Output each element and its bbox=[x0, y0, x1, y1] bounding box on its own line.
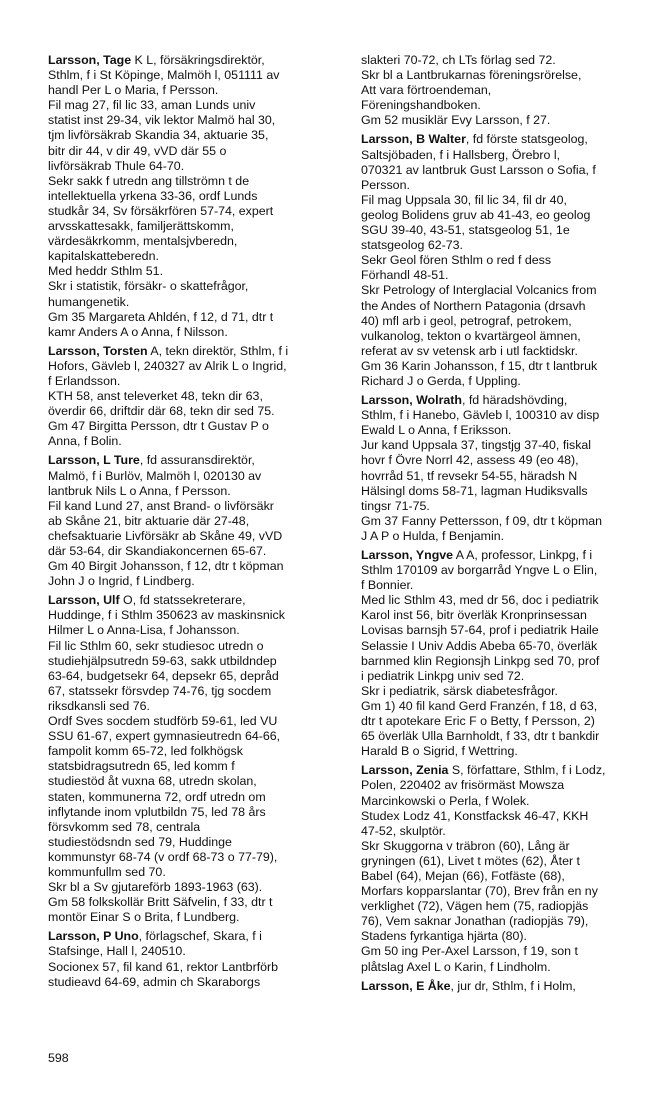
entry-text: intellektuella yrkena 33-36, ordf Lunds bbox=[48, 188, 258, 203]
entry-text: kommunfullm sed 70. bbox=[48, 864, 166, 879]
entry-text: Att vara förtroendeman, bbox=[361, 83, 492, 98]
entry-line bbox=[48, 113, 348, 128]
entry-text: kamr Anders A o Anna, f Nilsson. bbox=[48, 324, 228, 339]
entry-text: Gm 52 musiklär Evy Larsson, f 27. bbox=[361, 113, 551, 128]
entry-line bbox=[361, 68, 663, 83]
entry-text: , fd assuransdirektör, bbox=[139, 453, 255, 468]
entry-name: Larsson, E Åke bbox=[361, 978, 451, 993]
entry-text: statsbidragsutredn 65, led komm f bbox=[48, 759, 235, 774]
entry-line bbox=[48, 484, 348, 499]
entry-line bbox=[361, 193, 663, 208]
entry-line bbox=[48, 295, 348, 310]
entry-text: Fil mag Uppsala 30, fil lic 34, fil dr 40, bbox=[361, 192, 567, 207]
entry-text: statsgeolog 62-73. bbox=[361, 238, 463, 253]
entry-line bbox=[361, 438, 663, 453]
entry-text: Marcinkowski o Perla, f Wolek. bbox=[361, 793, 530, 808]
biography-entry bbox=[361, 548, 663, 759]
entry-text: f Bonnier. bbox=[361, 578, 414, 593]
entry-line bbox=[48, 159, 348, 174]
entry-text: inflytande inom vplutbildn 75, led 78 års bbox=[48, 804, 266, 819]
entry-text: John J o Ingrid, f Lindberg. bbox=[48, 574, 195, 589]
entry-name: Larsson, Tage bbox=[48, 53, 132, 67]
entry-text: kommunstyr 68-74 (v ordf 68-73 o 77-79), bbox=[48, 849, 278, 864]
entry-text: Skr bl a Sv gjutareförb 1893-1963 (63). bbox=[48, 880, 263, 895]
entry-text: 47-52, skulptör. bbox=[361, 823, 446, 838]
entry-text: slakteri 70-72, ch LTs förlag sed 72. bbox=[361, 53, 556, 67]
entry-line bbox=[361, 608, 663, 623]
biography-entry bbox=[361, 763, 663, 974]
entry-line bbox=[361, 929, 663, 944]
entry-line bbox=[361, 763, 663, 778]
entry-line bbox=[361, 809, 663, 824]
entry-text: , förlagschef, Skara, f i bbox=[138, 929, 262, 944]
entry-text: Stadens fyrkantiga hjärta (80). bbox=[361, 929, 527, 944]
entry-text: 67, statssekr försvdep 74-76, tjg socdem bbox=[48, 683, 272, 698]
entry-text: Selassie I Univ Addis Abeba 65-70, överläk bbox=[361, 638, 598, 653]
entry-text: handl Per L o Maria, f Persson. bbox=[48, 83, 219, 98]
entry-text: Harald B o Sigrid, f Wettring. bbox=[361, 744, 518, 759]
entry-text: lantbruk Nils L o Anna, f Persson. bbox=[48, 483, 231, 498]
entry-line bbox=[361, 548, 663, 563]
entry-text: Sekr Geol fören Sthlm o red f dess bbox=[361, 253, 552, 268]
entry-text: O, fd statssekreterare, bbox=[119, 593, 246, 608]
entry-line bbox=[48, 453, 348, 468]
entry-text: bitr dir 44, v dir 49, vVD där 55 o bbox=[48, 143, 227, 158]
entry-line bbox=[48, 714, 348, 729]
entry-text: Med heddr Sthlm 51. bbox=[48, 264, 164, 279]
entry-text: 63-64, budgetsekr 64, depsekr 65, depråd bbox=[48, 668, 279, 683]
entry-line bbox=[48, 865, 348, 880]
entry-line bbox=[48, 639, 348, 654]
entry-line bbox=[361, 944, 663, 959]
entry-line bbox=[48, 850, 348, 865]
entry-line bbox=[48, 944, 348, 959]
entry-line bbox=[48, 264, 348, 279]
entry-line bbox=[48, 174, 348, 189]
entry-line bbox=[48, 929, 348, 944]
entry-line bbox=[48, 128, 348, 143]
entry-line bbox=[48, 805, 348, 820]
entry-text: 65 överläk Ulla Barnholdt, f 33, dtr t bankdir bbox=[361, 729, 600, 744]
entry-line bbox=[361, 563, 663, 578]
entry-text: J A P o Hulda, f Benjamin. bbox=[361, 528, 505, 543]
entry-text: studiestöd åt vuxna 68, utredn skolan, bbox=[48, 774, 257, 789]
entry-text: plåtslag Axel L o Karin, f Lindholm. bbox=[361, 959, 551, 974]
entry-line bbox=[361, 163, 663, 178]
entry-line bbox=[48, 404, 348, 419]
entry-line bbox=[361, 453, 663, 468]
entry-line bbox=[361, 223, 663, 238]
entry-line bbox=[361, 113, 663, 128]
entry-line bbox=[361, 393, 663, 408]
entry-line bbox=[361, 794, 663, 809]
entry-line bbox=[48, 820, 348, 835]
right-column bbox=[361, 53, 663, 998]
entry-text: Polen, 220402 av frisörmäst Mowsza bbox=[361, 778, 565, 793]
entry-line bbox=[48, 759, 348, 774]
entry-text: gryningen (61), Livet t mötes (62), Åter t bbox=[361, 853, 580, 868]
entry-line bbox=[48, 654, 348, 669]
entry-line bbox=[48, 529, 348, 544]
entry-line bbox=[361, 83, 663, 98]
entry-line bbox=[361, 423, 663, 438]
entry-text: tingsr 71-75. bbox=[361, 498, 430, 513]
entry-text: SSU 61-67, expert gymnasieutredn 64-66, bbox=[48, 729, 281, 744]
entry-text: Huddinge, f i Sthlm 350623 av maskinsnick bbox=[48, 608, 285, 623]
entry-line bbox=[361, 283, 663, 298]
entry-text: referat av sv vetensk arb i utl facktidskr. bbox=[361, 343, 578, 358]
entry-line bbox=[361, 869, 663, 884]
entry-line bbox=[48, 249, 348, 264]
entry-name: Larsson, Yngve bbox=[361, 548, 454, 562]
entry-text: Karol inst 56, bitr överläk Kronprinsessan bbox=[361, 608, 587, 623]
entry-text: studiehjälpsutredn 59-63, sakk utbildndep bbox=[48, 653, 277, 668]
entry-line bbox=[48, 419, 348, 434]
entry-text: Gm 35 Margareta Ahldén, f 12, d 71, dtr t bbox=[48, 309, 274, 324]
entry-line bbox=[48, 669, 348, 684]
entry-line bbox=[361, 714, 663, 729]
entry-line bbox=[361, 132, 663, 147]
entry-text: fampolit komm 65-72, led folkhögsk bbox=[48, 744, 243, 759]
entry-line bbox=[48, 574, 348, 589]
entry-line bbox=[361, 484, 663, 499]
entry-line bbox=[361, 884, 663, 899]
entry-text: studieavd 64-69, admin ch Skaraborgs bbox=[48, 974, 261, 989]
entry-line bbox=[361, 148, 663, 163]
entry-text: Hälsingl doms 58-71, lagman Hudiksvalls bbox=[361, 483, 588, 498]
biography-entry bbox=[48, 593, 348, 925]
entry-text: Gm 37 Fanny Pettersson, f 09, dtr t köpman bbox=[361, 513, 603, 528]
entry-line bbox=[48, 374, 348, 389]
entry-line bbox=[48, 514, 348, 529]
entry-line bbox=[361, 899, 663, 914]
entry-text: A, tekn direktör, Sthlm, f i bbox=[147, 343, 289, 358]
biography-entry bbox=[361, 132, 663, 389]
entry-text: S, författare, Sthlm, f i Lodz, bbox=[448, 763, 606, 778]
entry-line bbox=[48, 729, 348, 744]
entry-text: Föreningshandboken. bbox=[361, 98, 481, 113]
entry-line bbox=[48, 98, 348, 113]
entry-text: geolog Bolidens gruv ab 41-43, eo geolog bbox=[361, 207, 591, 222]
entry-text: Fil kand Lund 27, anst Brand- o livförsäkr bbox=[48, 498, 274, 513]
entry-text: Förhandl 48-51. bbox=[361, 268, 449, 283]
entry-line bbox=[361, 729, 663, 744]
entry-line bbox=[361, 623, 663, 638]
entry-text: , jur dr, Sthlm, f i Holm, bbox=[450, 978, 576, 993]
entry-text: humangenetik. bbox=[48, 294, 130, 309]
entry-text: överdir 66, driftdir där 68, tekn dir sed 75. bbox=[48, 404, 275, 419]
entry-line bbox=[361, 374, 663, 389]
entry-name: Larsson, P Uno bbox=[48, 929, 139, 944]
left-column bbox=[48, 53, 348, 994]
entry-text: kapitalskatteberedn. bbox=[48, 249, 159, 264]
biography-entry bbox=[48, 453, 348, 589]
entry-line bbox=[48, 325, 348, 340]
entry-text: Gm 36 Karin Johansson, f 15, dtr t lantbruk bbox=[361, 358, 598, 373]
entry-line bbox=[361, 979, 663, 994]
entry-line bbox=[48, 895, 348, 910]
entry-line bbox=[48, 608, 348, 623]
entry-line bbox=[48, 144, 348, 159]
entry-text: livförsäkrab Thule 64-70. bbox=[48, 158, 185, 173]
entry-line bbox=[48, 880, 348, 895]
entry-line bbox=[361, 344, 663, 359]
entry-line bbox=[361, 208, 663, 223]
entry-line bbox=[361, 253, 663, 268]
biography-entry bbox=[48, 53, 348, 340]
entry-text: 76), Vem saknar Jonathan (radiopjäs 79), bbox=[361, 914, 589, 929]
entry-text: värdesäkrkomm, mentalsjvberedn, bbox=[48, 234, 238, 249]
entry-name: Larsson, Torsten bbox=[48, 343, 148, 358]
entry-text: verklighet (72), Vägen hem (75, radiopjäs bbox=[361, 899, 589, 914]
entry-line bbox=[361, 314, 663, 329]
entry-line bbox=[48, 279, 348, 294]
biography-entry bbox=[48, 929, 348, 989]
entry-text: chefsaktuarie Livförsäkr ab Skåne 49, vVD bbox=[48, 528, 283, 543]
entry-line bbox=[48, 204, 348, 219]
biography-entry bbox=[361, 393, 663, 544]
entry-text: Gm 40 Birgit Johansson, f 12, dtr t köpman bbox=[48, 559, 284, 574]
entry-line bbox=[361, 654, 663, 669]
entry-text: vulkanolog, tekton o kvartärgeol ämnen, bbox=[361, 328, 581, 343]
entry-line bbox=[48, 344, 348, 359]
entry-line bbox=[361, 839, 663, 854]
entry-text: , fd förste statsgeolog, bbox=[465, 132, 588, 147]
entry-text: Hofors, Gävleb l, 240327 av Alrik L o Ingrid, bbox=[48, 358, 287, 373]
entry-line bbox=[48, 189, 348, 204]
entry-line bbox=[48, 623, 348, 638]
entry-line bbox=[48, 835, 348, 850]
entry-line bbox=[48, 499, 348, 514]
entry-text: Skr Petrology of Interglacial Volcanics from bbox=[361, 283, 597, 298]
entry-text: Skr i statistik, försäkr- o skattefrågor, bbox=[48, 279, 249, 294]
entry-text: Ordf Sves socdem studförb 59-61, led VU bbox=[48, 714, 278, 729]
entry-text: Skr i pediatrik, särsk diabetesfrågor. bbox=[361, 683, 558, 698]
entry-text: där 53-64, dir Skandiakoncernen 65-67. bbox=[48, 544, 267, 558]
entry-text: Gm 47 Birgitta Persson, dtr t Gustav P o bbox=[48, 419, 269, 434]
entry-text: Sthlm 170109 av borgarråd Yngve L o Elin, bbox=[361, 563, 598, 578]
entry-line bbox=[48, 359, 348, 374]
entry-text: the Andes of Northern Patagonia (drsavh bbox=[361, 298, 586, 313]
entry-text: Socionex 57, fil kand 61, rektor Lantbrförb bbox=[48, 959, 279, 974]
entry-text: K L, försäkringsdirektör, bbox=[131, 53, 265, 67]
entry-line bbox=[48, 744, 348, 759]
entry-line bbox=[361, 529, 663, 544]
entry-text: i pediatrik Linkpg univ sed 72. bbox=[361, 668, 525, 683]
entry-text: Malmö, f i Burlöv, Malmöh l, 020130 av bbox=[48, 468, 262, 483]
entry-line bbox=[48, 910, 348, 925]
entry-line bbox=[361, 268, 663, 283]
entry-line bbox=[48, 310, 348, 325]
entry-line bbox=[361, 299, 663, 314]
entry-text: dtr t apotekare Eric F o Betty, f Persson, 2) bbox=[361, 714, 595, 729]
entry-line bbox=[361, 854, 663, 869]
entry-line bbox=[361, 329, 663, 344]
entry-text: Gm 1) 40 fil kand Gerd Franzén, f 18, d 63, bbox=[361, 698, 598, 713]
entry-line bbox=[48, 960, 348, 975]
entry-line bbox=[48, 219, 348, 234]
entry-text: försvkomm sed 78, centrala bbox=[48, 819, 201, 834]
entry-text: riksdkansli sed 76. bbox=[48, 698, 150, 713]
entry-text: tjm livförsäkrab Skandia 34, aktuarie 35, bbox=[48, 128, 269, 143]
entry-line bbox=[48, 83, 348, 98]
entry-text: Persson. bbox=[361, 177, 410, 192]
biography-entry bbox=[361, 979, 663, 994]
entry-text: 40) mfl arb i geol, petrograf, petrokem, bbox=[361, 313, 572, 328]
entry-line bbox=[48, 389, 348, 404]
entry-line bbox=[361, 578, 663, 593]
entry-line bbox=[361, 960, 663, 975]
page-number: 598 bbox=[48, 1051, 69, 1065]
entry-line bbox=[361, 359, 663, 374]
entry-text: Skr bl a Lantbrukarnas föreningsrörelse, bbox=[361, 68, 582, 83]
entry-line bbox=[361, 98, 663, 113]
entry-line bbox=[48, 234, 348, 249]
entry-line bbox=[48, 684, 348, 699]
entry-name: Larsson, L Ture bbox=[48, 453, 140, 468]
entry-text: Sekr sakk f utredn ang tillströmn t de bbox=[48, 173, 250, 188]
entry-text: studiestödsndn sed 79, Huddinge bbox=[48, 834, 232, 849]
entry-line bbox=[361, 469, 663, 484]
entry-text: statist inst 29-34, vik lektor Malmö hal 30, bbox=[48, 113, 276, 128]
entry-text: , fd häradshövding, bbox=[461, 393, 568, 408]
entry-text: Sthlm, f i Hanebo, Gävleb l, 100310 av disp bbox=[361, 408, 600, 423]
entry-text: studkår 34, Sv försäkrfören 57-74, expert bbox=[48, 203, 274, 218]
entry-line bbox=[48, 559, 348, 574]
entry-text: Fil lic Sthlm 60, sekr studiesoc utredn o bbox=[48, 638, 264, 653]
entry-text: A A, professor, Linkpg, f i bbox=[453, 548, 593, 562]
entry-text: hovrråd 51, tf revsekr 54-55, häradsh N bbox=[361, 468, 578, 483]
entry-line bbox=[48, 975, 348, 990]
entry-line bbox=[361, 778, 663, 793]
entry-name: Larsson, B Walter bbox=[361, 132, 466, 147]
entry-text: Med lic Sthlm 43, med dr 56, doc i pediatrik bbox=[361, 593, 599, 608]
entry-text: f Erlandsson. bbox=[48, 373, 121, 388]
entry-line bbox=[361, 408, 663, 423]
entry-name: Larsson, Zenia bbox=[361, 763, 449, 778]
entry-line bbox=[361, 53, 663, 68]
entry-line bbox=[48, 434, 348, 449]
entry-line bbox=[48, 593, 348, 608]
entry-text: Babel (64), Mejan (66), Fotfäste (68), bbox=[361, 868, 565, 883]
entry-line bbox=[361, 639, 663, 654]
entry-text: 070321 av lantbruk Gust Larsson o Sofia, f bbox=[361, 162, 596, 177]
entry-text: Jur kand Uppsala 37, tingstjg 37-40, fiskal bbox=[361, 438, 592, 453]
entry-text: Hilmer L o Anna-Lisa, f Johansson. bbox=[48, 623, 240, 638]
entry-text: Lovisas barnsjh 57-64, prof i pediatrik Haile bbox=[361, 623, 599, 638]
entry-line bbox=[361, 824, 663, 839]
entry-text: Skr Skuggorna v träbron (60), Lång är bbox=[361, 838, 570, 853]
entry-line bbox=[361, 238, 663, 253]
entry-line bbox=[361, 593, 663, 608]
entry-text: Ewald L o Anna, f Eriksson. bbox=[361, 423, 512, 438]
entry-text: hovr f Övre Norrl 42, assess 49 (eo 48), bbox=[361, 453, 579, 468]
entry-line bbox=[48, 68, 348, 83]
entry-text: montör Einar S o Brita, f Lundberg. bbox=[48, 910, 240, 925]
entry-line bbox=[48, 469, 348, 484]
entry-line bbox=[361, 499, 663, 514]
biography-entry bbox=[361, 53, 663, 128]
entry-text: barnmed klin Regionsjh Linkpg sed 70, prof bbox=[361, 653, 600, 668]
entry-text: KTH 58, anst televerket 48, tekn dir 63, bbox=[48, 389, 263, 404]
entry-text: Gm 58 folkskollär Britt Säfvelin, f 33, dtr t bbox=[48, 895, 273, 910]
entry-line bbox=[48, 790, 348, 805]
entry-line bbox=[361, 744, 663, 759]
entry-line bbox=[48, 774, 348, 789]
entry-text: Richard J o Gerda, f Uppling. bbox=[361, 373, 521, 388]
entry-text: ab Skåne 21, bitr aktuarie där 27-48, bbox=[48, 513, 250, 528]
entry-text: Stafsinge, Hall l, 240510. bbox=[48, 944, 186, 959]
entry-text: Fil mag 27, fil lic 33, aman Lunds univ bbox=[48, 98, 256, 113]
biography-entry bbox=[48, 344, 348, 450]
entry-line bbox=[48, 544, 348, 559]
entry-line bbox=[361, 514, 663, 529]
entry-line bbox=[361, 914, 663, 929]
entry-line bbox=[361, 178, 663, 193]
entry-text: Anna, f Bolin. bbox=[48, 434, 122, 449]
entry-text: Studex Lodz 41, Konstfacksk 46-47, KKH bbox=[361, 808, 589, 823]
entry-line bbox=[48, 53, 348, 68]
entry-line bbox=[48, 699, 348, 714]
entry-text: Gm 50 ing Per-Axel Larsson, f 19, son t bbox=[361, 944, 578, 959]
entry-name: Larsson, Wolrath bbox=[361, 393, 462, 408]
entry-line bbox=[361, 684, 663, 699]
entry-text: staten, kommunerna 72, ordf utredn om bbox=[48, 789, 266, 804]
entry-text: Sthlm, f i St Köpinge, Malmöh l, 051111 av bbox=[48, 68, 280, 83]
entry-text: Saltsjöbaden, f i Hallsberg, Örebro l, bbox=[361, 147, 561, 162]
entry-text: arvsskattesakk, familjerättskomm, bbox=[48, 219, 234, 234]
entry-line bbox=[361, 669, 663, 684]
entry-text: SGU 39-40, 43-51, statsgeolog 51, 1e bbox=[361, 223, 570, 238]
entry-name: Larsson, Ulf bbox=[48, 593, 120, 608]
entry-line bbox=[361, 699, 663, 714]
entry-text: Morfars kopparslantar (70), Brev från en ny bbox=[361, 884, 598, 899]
